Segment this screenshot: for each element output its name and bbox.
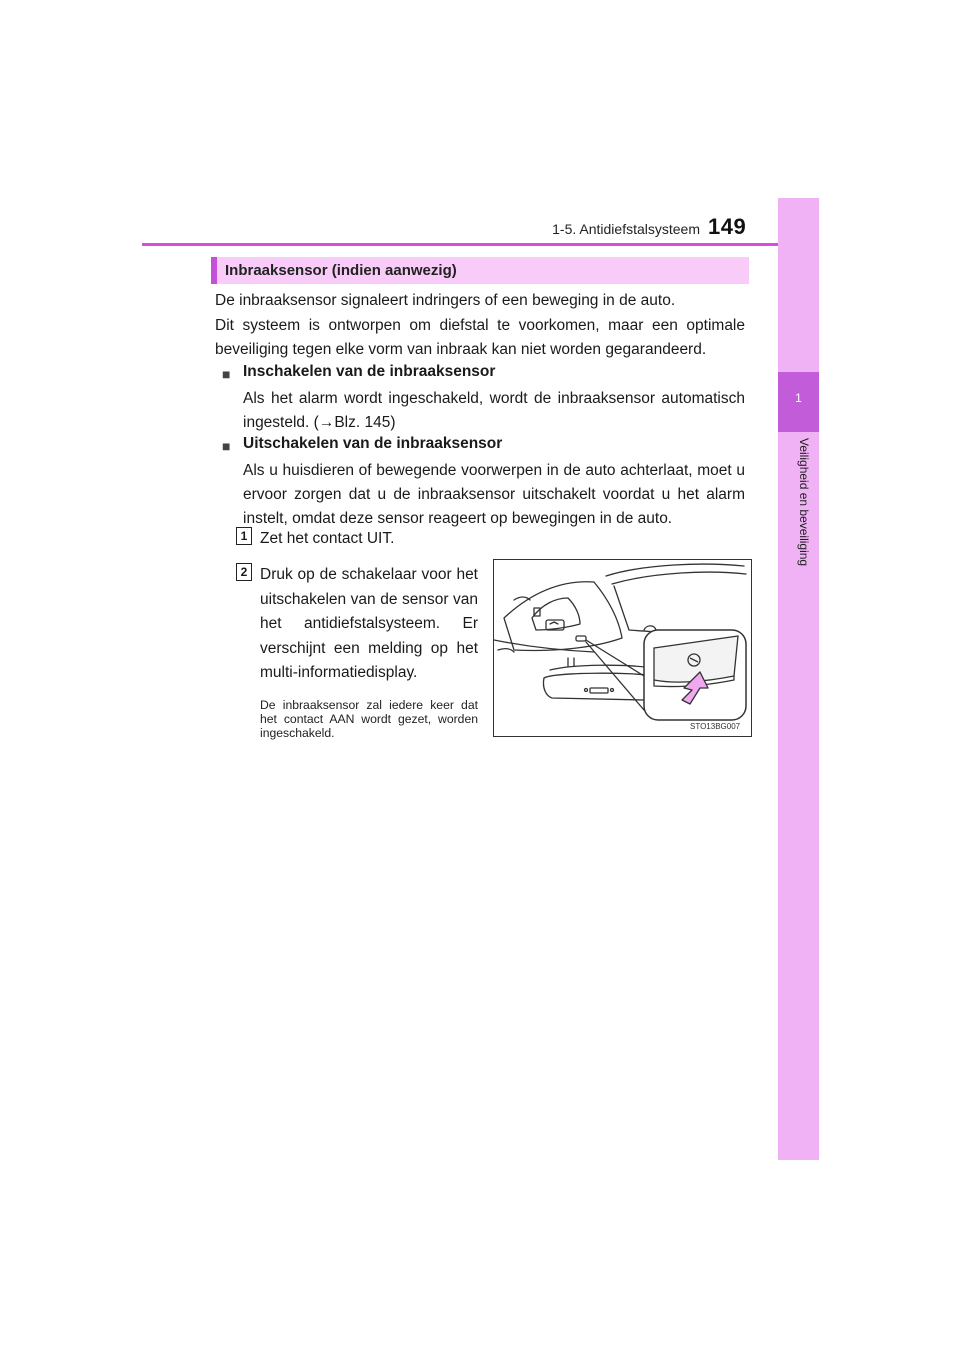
bullet-square-icon: ■ [222,366,231,382]
step-number-badge: 1 [236,527,252,545]
illustration-code: STO13BG007 [690,722,741,731]
bullet-text-deactivate: Als u huisdieren of bewegende voorwerpen in de auto achterlaat, moet u ervoor zorgen dat u de inbraaksensor uitschakelt voordat u het alarm instelt, omdat deze sensor reageert op bewegingen in de auto. [243,462,745,527]
bullet-heading-activate: Inschakelen van de inbraaksensor [243,363,496,380]
step-number-badge: 2 [236,563,252,581]
overhead-console-illustration [493,559,752,737]
intro-paragraph-1: De inbraaksensor signaleert indringers of een beweging in de auto. [215,292,676,309]
step-2-text: Druk op de schakelaar voor het uitschakelen van de sensor van het antidiefstalsysteem. Er verschijnt een melding op het multi-informatiedisplay. [260,566,478,681]
page-number: 149 [708,214,747,239]
bullet-square-icon: ■ [222,438,231,454]
chapter-number-tab: 1 [778,372,819,432]
header-rule [142,243,819,246]
section-title: 1-5. Antidiefstalsysteem [552,221,700,237]
intro-paragraph-2: Dit systeem is ontworpen om diefstal te voorkomen, maar een optimale beveiliging tegen elke vorm van inbraak kan niet worden gegarandeerd. [215,317,745,358]
overhead-console-switch-illustration-icon [494,560,751,736]
chapter-title-vertical: Veiligheid en beveiliging [797,438,811,567]
step-2-note: De inbraaksensor zal iedere keer dat het contact AAN wordt gezet, worden ingeschakeld. [260,698,478,740]
banner-title: Inbraaksensor (indien aanwezig) [225,262,457,279]
step-1-text: Zet het contact UIT. [260,530,395,547]
banner-accent-bar [211,257,217,284]
bullet-heading-deactivate: Uitschakelen van de inbraaksensor [243,435,503,452]
chapter-side-strip [778,198,819,1160]
bullet-text-activate: Als het alarm wordt ingeschakeld, wordt de inbraaksensor automatisch ingesteld. (→Blz. 145) [243,390,745,431]
